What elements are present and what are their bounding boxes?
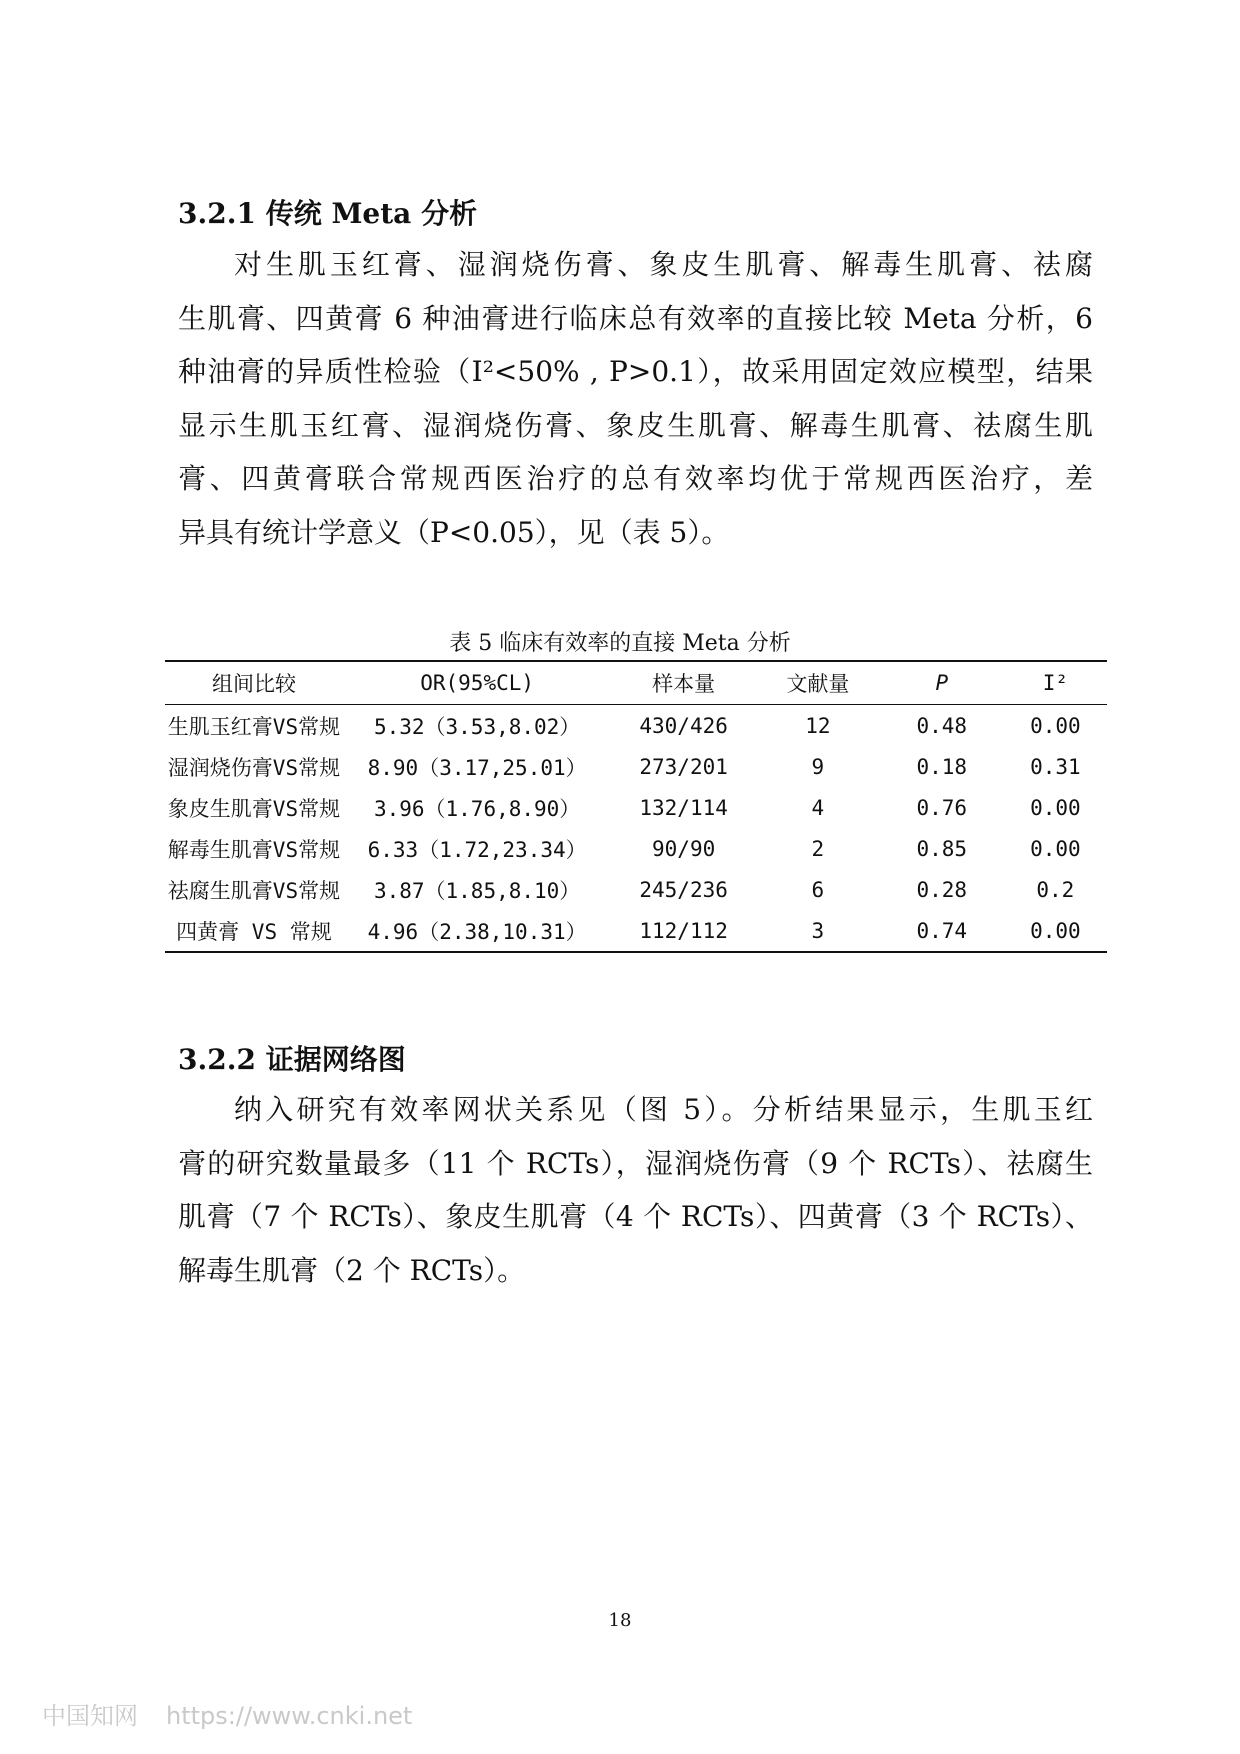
- paragraph-line: 显示生肌玉红膏、湿润烧伤膏、象皮生肌膏、解毒生肌膏、祛腐生肌: [178, 408, 1093, 442]
- cell-studies: 3: [756, 910, 880, 952]
- cell-group: 象皮生肌膏VS常规: [167, 796, 341, 821]
- table-header-row: [165, 661, 1107, 705]
- table-row: [165, 910, 1107, 952]
- header-study-count: 文献量: [756, 661, 880, 705]
- cell-i2: 0.00: [1030, 713, 1081, 738]
- table-row: [165, 828, 1107, 869]
- paragraph-meta-analysis: [178, 238, 1093, 559]
- cell-sample: 245/236: [639, 877, 728, 902]
- cell-i2: 0.00: [1030, 836, 1081, 861]
- cell-studies: 2: [811, 836, 825, 861]
- cell-i2: 0.00: [1030, 795, 1081, 820]
- cell-group: 湿润烧伤膏VS常规: [167, 755, 341, 780]
- cell-i2: 0.00: [1004, 910, 1107, 952]
- paragraph-line: 生肌膏、四黄膏 6 种油膏进行临床总有效率的直接比较 Meta 分析，6: [178, 301, 1093, 335]
- cell-i2: 0.31: [1030, 754, 1081, 779]
- cell-sample: 112/112: [611, 910, 756, 952]
- cell-sample: 132/114: [639, 795, 728, 820]
- paragraph-line: 种油膏的异质性检验（I²<50% , P>0.1），故采用固定效应模型，结果: [178, 355, 1093, 388]
- table-row: [165, 746, 1107, 787]
- section-heading-network: 3.2.2 证据网络图: [178, 1043, 406, 1076]
- paragraph-evidence-network: [178, 1083, 1093, 1297]
- cell-p: 0.74: [880, 910, 1004, 952]
- cell-sample: 273/201: [639, 754, 728, 779]
- cell-i2: 0.2: [1036, 877, 1075, 902]
- table-row: [165, 869, 1107, 910]
- header-p-value: P: [880, 661, 1004, 705]
- table-row: [165, 787, 1107, 828]
- cell-or: 5.32（3.53,8.02）: [373, 714, 581, 739]
- site-name: 中国知网: [42, 1702, 138, 1730]
- paragraph-line: 解毒生肌膏（2 个 RCTs）。: [178, 1253, 526, 1287]
- header-i-squared: I²: [1004, 661, 1107, 705]
- paragraph-line: 肌膏（7 个 RCTs）、象皮生肌膏（4 个 RCTs）、四黄膏（3 个 RCTs）、: [178, 1200, 1093, 1233]
- cell-or: 3.96（1.76,8.90）: [373, 796, 581, 821]
- header-group-comparison: 组间比较: [165, 661, 343, 705]
- cell-sample: 90/90: [652, 836, 716, 861]
- cell-or: 3.87（1.85,8.10）: [373, 878, 581, 903]
- cell-or: 8.90（3.17,25.01）: [367, 755, 587, 780]
- cell-p: 0.28: [916, 877, 968, 902]
- site-url: https://www.cnki.net: [166, 1702, 413, 1730]
- cell-group: 祛腐生肌膏VS常规: [167, 878, 341, 903]
- cell-or: 6.33（1.72,23.34）: [367, 837, 587, 862]
- header-odds-ratio: OR(95%CL): [343, 661, 611, 705]
- cell-or: 4.96（2.38,10.31）: [343, 910, 611, 952]
- cell-studies: 4: [811, 795, 825, 820]
- paragraph-line: 膏的研究数量最多（11 个 RCTs），湿润烧伤膏（9 个 RCTs）、祛腐生: [178, 1146, 1093, 1180]
- cell-p: 0.18: [916, 754, 968, 779]
- paragraph-line: 对生肌玉红膏、湿润烧伤膏、象皮生肌膏、解毒生肌膏、祛腐: [234, 248, 1093, 281]
- paragraph-line: 异具有统计学意义（P<0.05），见（表 5）。: [178, 515, 730, 549]
- table-row: [165, 705, 1107, 747]
- paragraph-line: 膏、四黄膏联合常规西医治疗的总有效率均优于常规西医治疗，差: [178, 462, 1093, 495]
- cell-studies: 9: [811, 754, 825, 779]
- cell-studies: 6: [811, 877, 825, 902]
- section-heading-meta: 3.2.1 传统 Meta 分析: [178, 197, 478, 230]
- cell-p: 0.76: [916, 795, 968, 820]
- header-sample-size: 样本量: [611, 661, 756, 705]
- cell-group: 四黄膏 VS 常规: [165, 910, 343, 952]
- cell-sample: 430/426: [639, 713, 728, 738]
- cell-studies: 12: [805, 713, 831, 738]
- page-number: 18: [608, 1610, 632, 1631]
- table-caption: 表 5 临床有效率的直接 Meta 分析: [449, 631, 791, 656]
- cell-group: 解毒生肌膏VS常规: [167, 837, 341, 862]
- watermark-footer: [42, 1696, 412, 1731]
- paragraph-line: 纳入研究有效率网状关系见（图 5）。分析结果显示，生肌玉红: [234, 1093, 1093, 1126]
- cell-p: 0.85: [916, 836, 968, 861]
- cell-group: 生肌玉红膏VS常规: [167, 714, 341, 739]
- cell-p: 0.48: [916, 713, 968, 738]
- meta-analysis-table: [165, 660, 1107, 953]
